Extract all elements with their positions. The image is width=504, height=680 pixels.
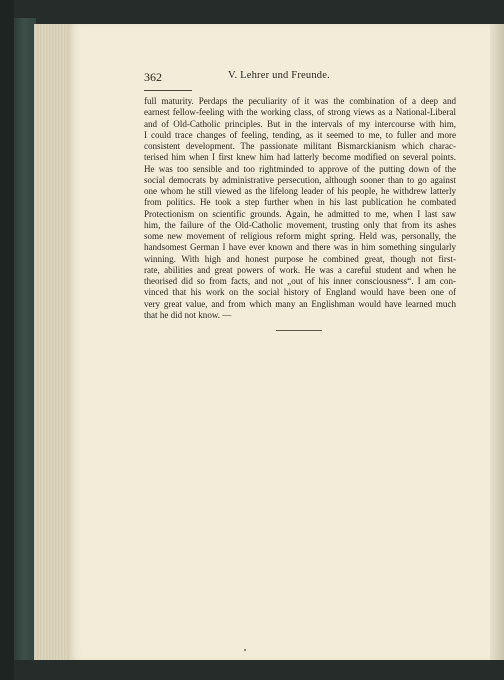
text-line: from politics. He took a step further when in his last publication he combated [144, 197, 456, 208]
text-line: rate, abilities and great powers of work. He was a careful student and when he [144, 264, 456, 275]
cover-bottom [14, 660, 504, 680]
page-edges [34, 24, 70, 660]
body-paragraph [144, 96, 456, 321]
book-cover-spine [14, 18, 36, 662]
text-line: one whom he still viewed as the lifelong leader of his people, he withdrew latterly [144, 186, 456, 196]
text-line: I could trace changes of feeling, tending, as it seemed to me, to fuller and more [144, 129, 456, 140]
paper-speck [244, 649, 246, 651]
header-rule [144, 90, 192, 91]
cover-top [14, 0, 504, 24]
text-line: social democrats by administrative persecution, although sooner than to go against [144, 174, 456, 185]
text-line: and of Old-Catholic principles. But in the intervals of my intercourse with him, [144, 118, 456, 129]
text-line: very great value, and from which many an Englishman would have learned much [144, 298, 456, 309]
text-line-last: that he did not know. — [144, 309, 232, 320]
text-line: winning. With high and honest purpose he combined great, though not first- [144, 253, 456, 264]
text-line: handsomest German I have ever known and there was in him something singularly [144, 242, 456, 253]
text-line: vinced that his work on the social history of England would have been one of [144, 287, 456, 298]
section-divider [276, 330, 322, 331]
text-line: consistent development. The passionate militant Bismarckianism which charac- [144, 141, 456, 151]
text-line: He was too sensible and too rightminded to approve of the putting down of the [144, 163, 456, 174]
page-right-edge [490, 24, 504, 664]
text-line: Protectionism on scientific grounds. Again, he admitted to me, when I last saw [144, 208, 456, 219]
text-line: theorised did so from facts, and not „out of his inner consciousness“. I am con- [144, 276, 456, 286]
text-line: terised him when I first knew him had latterly become modified on several points. [144, 152, 456, 163]
running-head: V. Lehrer und Freunde. [228, 70, 330, 81]
text-line: him, the failure of the Old-Catholic movement, trusting only that from its ashes [144, 219, 456, 230]
text-line: full maturity. Perdaps the peculiarity of it was the combination of a deep and [144, 96, 456, 106]
text-line: some new movement of religious reform might spring. Held was, personally, the [144, 231, 456, 241]
page-number: 362 [144, 70, 162, 84]
text-line: earnest fellow-feeling with the working class, of strong views as a National-Liberal [144, 107, 456, 118]
book-page [68, 24, 490, 660]
